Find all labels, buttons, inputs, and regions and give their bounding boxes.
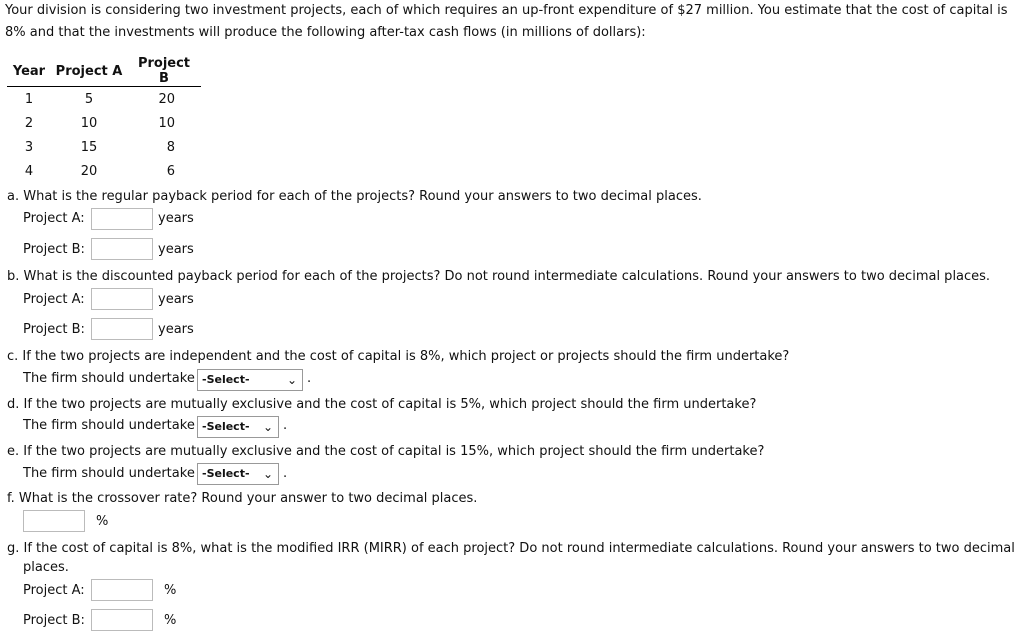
input-b-project-a[interactable] xyxy=(91,288,153,310)
label-g-project-a: Project A: xyxy=(23,583,85,598)
col-header-project-a: Project A xyxy=(51,56,127,87)
table-header-row xyxy=(7,56,201,87)
prompt-d: The firm should undertake xyxy=(23,418,195,433)
label-a-project-a: Project A: xyxy=(23,211,85,226)
unit-f: % xyxy=(96,514,109,529)
table-cell-year: 1 xyxy=(24,91,34,107)
unit-b-project-a: years xyxy=(158,292,194,307)
table-cell-project-a: 15 xyxy=(80,139,98,155)
chevron-down-icon: ⌄ xyxy=(262,467,273,481)
table-cell-year: 3 xyxy=(24,139,34,155)
table-cell-project-b: 10 xyxy=(158,115,175,131)
select-e-value: -Select- xyxy=(202,467,250,480)
question-c: c. If the two projects are independent and the cost of capital is 8%, which project or projects should the firm undertake? xyxy=(7,349,790,364)
select-d-value: -Select- xyxy=(202,420,250,433)
question-a: a. What is the regular payback period for each of the projects? Round your answers to two decimal places. xyxy=(7,189,702,204)
prompt-c: The firm should undertake xyxy=(23,371,195,386)
question-e: e. If the two projects are mutually exclusive and the cost of capital is 15%, which project should the firm undertake? xyxy=(7,444,765,459)
table-row xyxy=(7,135,201,159)
unit-g-project-a: % xyxy=(164,583,177,598)
table-row xyxy=(7,159,201,183)
col-header-project-b: Project B xyxy=(127,56,201,87)
input-a-project-a[interactable] xyxy=(91,208,153,230)
table-cell-year: 2 xyxy=(24,115,34,131)
unit-b-project-b: years xyxy=(158,322,194,337)
question-g-line2: places. xyxy=(23,560,69,575)
input-g-project-a[interactable] xyxy=(91,579,153,601)
question-f: f. What is the crossover rate? Round your answer to two decimal places. xyxy=(7,491,478,506)
question-b: b. What is the discounted payback period for each of the projects? Do not round intermediate calculations. Round your answers to two decimal places. xyxy=(7,269,991,284)
question-d: d. If the two projects are mutually exclusive and the cost of capital is 5%, which project should the firm undertake? xyxy=(7,397,757,412)
input-f-crossover[interactable] xyxy=(23,510,85,532)
input-a-project-b[interactable] xyxy=(91,238,153,260)
input-g-project-b[interactable] xyxy=(91,609,153,631)
table-cell-project-b: 20 xyxy=(158,91,175,107)
period-e: . xyxy=(283,466,288,481)
chevron-down-icon: ⌄ xyxy=(286,373,297,387)
unit-a-project-a: years xyxy=(158,211,194,226)
chevron-down-icon: ⌄ xyxy=(262,420,273,434)
label-b-project-a: Project A: xyxy=(23,292,85,307)
select-e[interactable] xyxy=(197,463,279,485)
col-header-year: Year xyxy=(7,56,51,87)
problem-intro: Your division is considering two investment projects, each of which requires an up-front expenditure of $27 million. You estimate that the cost of capital is 8% and that the investments will produce the following after-tax cash flows (in millions of dollars): xyxy=(5,3,1008,40)
table-cell-project-a: 10 xyxy=(80,115,98,131)
select-c[interactable] xyxy=(197,369,303,391)
prompt-e: The firm should undertake xyxy=(23,466,195,481)
label-b-project-b: Project B: xyxy=(23,322,85,337)
unit-a-project-b: years xyxy=(158,242,194,257)
table-cell-project-b: 6 xyxy=(166,163,175,179)
unit-g-project-b: % xyxy=(164,613,177,628)
table-cell-project-a: 5 xyxy=(84,91,94,107)
table-cell-project-b: 8 xyxy=(166,139,175,155)
label-g-project-b: Project B: xyxy=(23,613,85,628)
input-b-project-b[interactable] xyxy=(91,318,153,340)
cash-flow-table xyxy=(7,56,201,183)
question-g-line1: g. If the cost of capital is 8%, what is the modified IRR (MIRR) of each project? Do not round intermediate calculations. Round your answers to two decimal xyxy=(7,541,1015,556)
period-d: . xyxy=(283,418,288,433)
period-c: . xyxy=(307,371,312,386)
table-row xyxy=(7,111,201,135)
select-c-value: -Select- xyxy=(202,373,250,386)
table-cell-year: 4 xyxy=(24,163,34,179)
select-d[interactable] xyxy=(197,416,279,438)
table-row xyxy=(7,87,201,112)
table-cell-project-a: 20 xyxy=(80,163,98,179)
label-a-project-b: Project B: xyxy=(23,242,85,257)
